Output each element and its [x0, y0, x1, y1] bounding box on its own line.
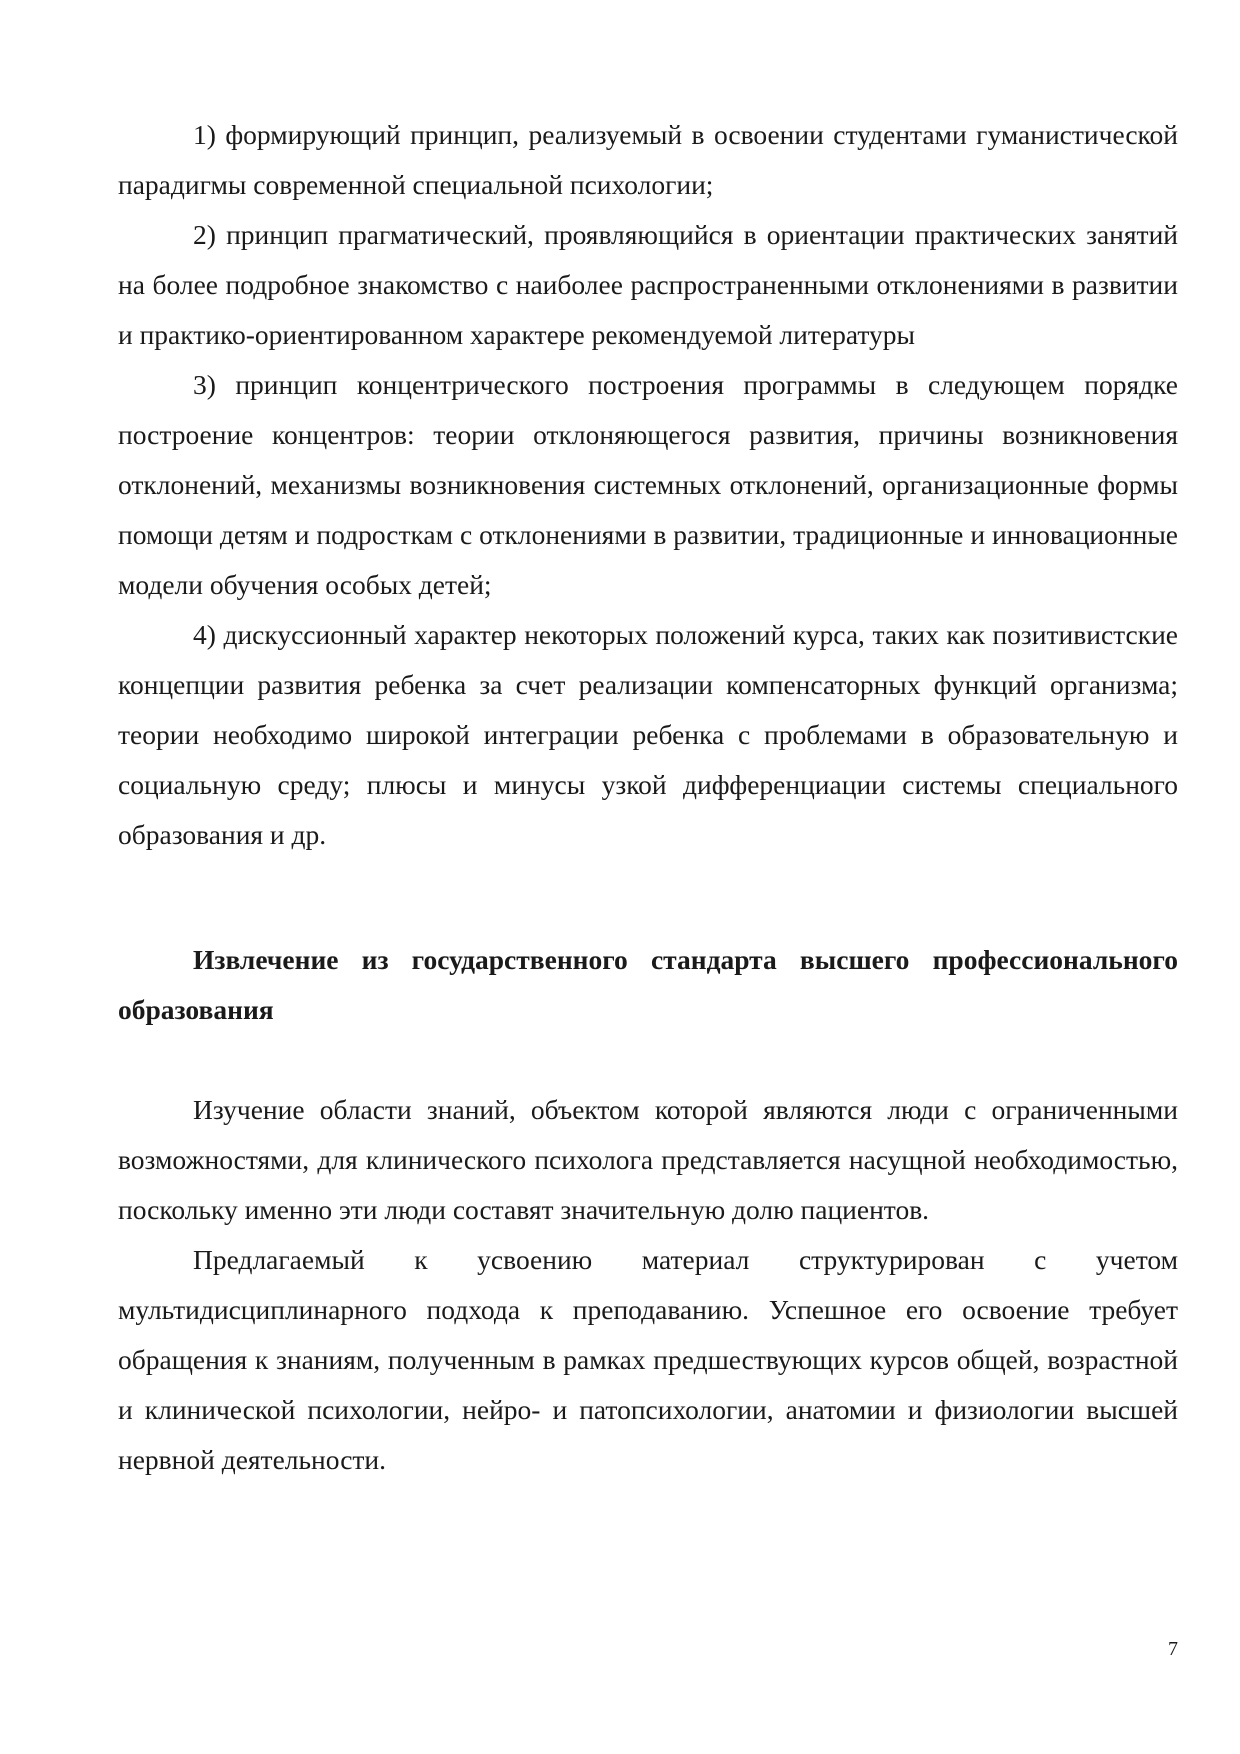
- principle-4: 4) дискуссионный характер некоторых положений курса, таких как позитивистские концепции развития ребенка за счет реализации компенсаторных функций организма; теории необходимо широкой интеграции ребенка с проблемами в образовательную и социальную среду; плюсы и минусы узкой дифференциации системы специального образования и др.: [118, 619, 1178, 850]
- section-paragraph-1: Изучение области знаний, объектом которой являются люди с ограниченными возможностями, для клинического психолога представляется насущной необходимостью, поскольку именно эти люди составят значительную долю пациентов.: [118, 1094, 1178, 1225]
- principle-3: 3) принцип концентрического построения программы в следующем порядке построение концентров: теории отклоняющегося развития, причины возникновения отклонений, механизмы возникновения системных отклонений, организационные формы помощи детям и подросткам с отклонениями в развитии, традиционные и инновационные модели обучения особых детей;: [118, 369, 1178, 600]
- section-paragraph-2: Предлагаемый к усвоению материал структурирован с учетом мультидисциплинарного подхода к преподаванию. Успешное его освоение требует обращения к знаниям, полученным в рамках предшествующих курсов общей, возрастной и клинической психологии, нейро- и патопсихологии, анатомии и физиологии высшей нервной деятельности.: [118, 1244, 1178, 1475]
- document-page: [118, 110, 1178, 1485]
- page-number: 7: [1168, 1638, 1178, 1660]
- principle-2: 2) принцип прагматический, проявляющийся в ориентации практических занятий на более подробное знакомство с наиболее распространенными отклонениями в развитии и практико-ориентированном характере рекомендуемой литературы: [118, 219, 1178, 350]
- section-heading: Извлечение из государственного стандарта высшего профессионального образования: [118, 944, 1178, 1025]
- principle-1: 1) формирующий принцип, реализуемый в освоении студентами гуманистической парадигмы современной специальной психологии;: [118, 119, 1178, 200]
